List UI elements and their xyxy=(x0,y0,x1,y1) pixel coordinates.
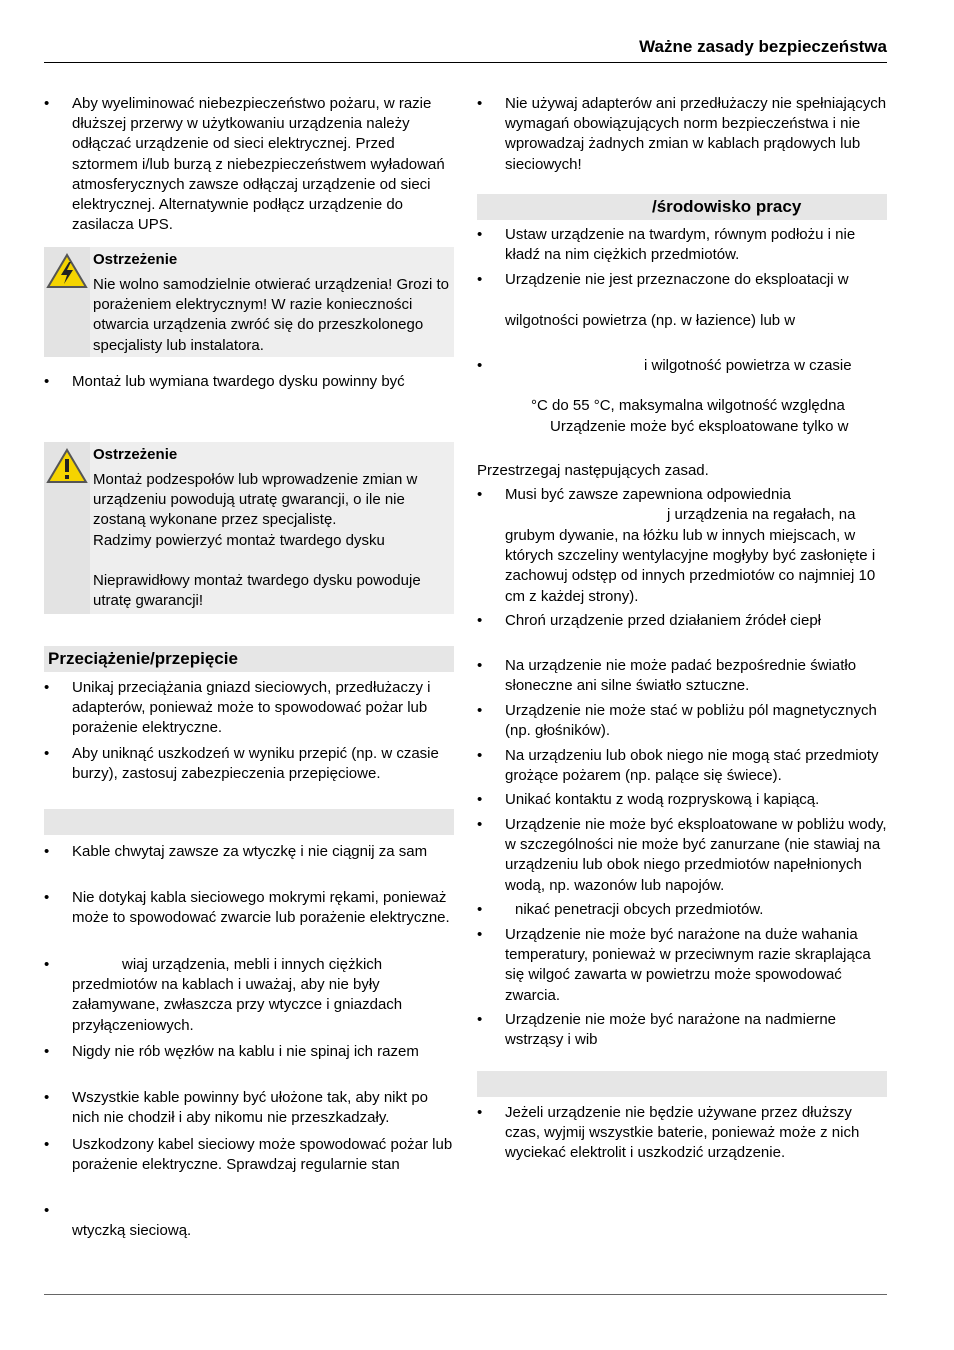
bullet-dot: • xyxy=(44,843,50,860)
list-item xyxy=(44,1088,454,1130)
list-item-text: Montaż lub wymiana twardego dysku powinny być xyxy=(72,373,405,390)
bullet-dot: • xyxy=(477,357,483,374)
list-item-text-line: Musi być zawsze zapewniona odpowiednia xyxy=(505,486,791,503)
bullet-dot: • xyxy=(477,486,483,503)
warning-box-open-device xyxy=(44,247,454,357)
list-item-text: Wszystkie kable powinny być ułożone tak, aby nikt po nich nie chodził i aby nikomu nie przeszkadzały. xyxy=(72,1089,429,1127)
section-heading-batteries xyxy=(477,1071,887,1097)
bullet-dot: • xyxy=(477,226,483,243)
list-item-text: Ustaw urządzenie na twardym, równym podłożu i nie kładź na nim ciężkich przedmiotów. xyxy=(505,226,856,264)
list-item-text: Nie używaj adapterów ani przedłużaczy nie spełniających wymagań obowiązujących norm bezpieczeństwa i nie wprowadzaj żadnych zmian w kablach prądowych lub sieciowych! xyxy=(505,95,887,173)
list-item xyxy=(477,746,887,788)
list-item xyxy=(477,94,887,176)
section-heading-overload xyxy=(44,646,454,672)
bullet-dot: • xyxy=(44,956,50,973)
bullet-dot: • xyxy=(477,1011,483,1028)
list-item-text-line: j urządzenia na regałach, na xyxy=(667,506,856,523)
list-item xyxy=(477,270,887,332)
section-heading-text: /środowisko pracy xyxy=(652,197,802,216)
warning-title: Ostrzeżenie xyxy=(93,446,178,463)
warning-body-para: Nieprawidłowy montaż twardego dysku powoduje utratę gwarancji! xyxy=(93,571,421,610)
list-item-text: Unikaj przeciążania gniazd sieciowych, przedłużaczy i adapterów, ponieważ może to spowodować pożar lub porażenie elektryczne. xyxy=(72,679,431,737)
list-item-text-line: °C do 55 °C, maksymalna wilgotność względna xyxy=(531,397,845,414)
list-item-text: grubym dywanie, na łóżku lub w innych miejscach, w których szczeliny wentylacyjne mogłyby być zasłonięte i zachowuj odstęp od innych przedmiotów co najmniej 10 cm z każdej strony). xyxy=(505,527,876,605)
list-item-text: Aby uniknąć uszkodzeń w wyniku przepić (np. w czasie burzy), zastosuj zabezpieczenia przepięciowe. xyxy=(72,745,439,783)
list-item xyxy=(44,1042,454,1064)
bullet-dot: • xyxy=(477,1104,483,1121)
list-item xyxy=(477,656,887,698)
list-item xyxy=(44,842,454,864)
bullet-dot: • xyxy=(44,889,50,906)
list-item-text: Urządzenie nie może być narażone na nadmierne wstrząsy i wib xyxy=(505,1011,837,1049)
list-item-text: Urządzenie nie może być narażone na duże wahania temperatury, ponieważ w przeciwnym razie skraplająca się wilgoć zawarta w powietrzu może spowodować zwarcia. xyxy=(505,926,871,1004)
bullet-dot: • xyxy=(477,657,483,674)
list-item-text-line: Urządzenie nie jest przeznaczone do eksploatacji w xyxy=(505,271,849,288)
bullet-dot: • xyxy=(44,1136,50,1153)
list-item xyxy=(477,356,887,438)
section-heading-cables xyxy=(44,809,454,835)
list-item xyxy=(477,1103,887,1165)
page-header-title: Ważne zasady bezpieczeństwa xyxy=(639,37,887,56)
bullet-dot: • xyxy=(477,747,483,764)
list-item-text: Nigdy nie rób węzłów na kablu i nie spinaj ich razem xyxy=(72,1043,419,1060)
list-item xyxy=(44,372,454,394)
list-item xyxy=(477,701,887,743)
warning-body-para: Montaż podzespołów lub wprowadzenie zmian w urządzeniu powodują utratę gwarancji, o ile nie zostaną wykonane przez specjalistę. xyxy=(93,471,418,529)
list-item-text: wtyczką sieciową. xyxy=(72,1222,192,1239)
bullet-dot: • xyxy=(44,1043,50,1060)
footer-rule xyxy=(44,1294,887,1295)
list-item xyxy=(44,744,454,786)
list-item-text: Na urządzeniu lub obok niego nie mogą stać przedmioty grożące pożarem (np. palące się świece). xyxy=(505,747,879,785)
warning-body xyxy=(93,470,449,611)
bullet-dot: • xyxy=(44,373,50,390)
bullet-dot: • xyxy=(44,1089,50,1106)
warning-body-para: Radzimy powierzyć montaż twardego dysku xyxy=(93,531,385,549)
list-item xyxy=(477,1010,887,1052)
bullet-dot: • xyxy=(477,791,483,808)
bullet-dot: • xyxy=(44,679,50,696)
paragraph: Przestrzegaj następujących zasad. xyxy=(477,462,709,479)
warning-body: Nie wolno samodzielnie otwierać urządzenia! Grozi to porażeniem elektrycznym! W razie konieczności otwarcia urządzenia zwróć się do przeszkolonego specjalisty lub instalatora. xyxy=(93,276,450,354)
list-item xyxy=(477,485,887,607)
list-item xyxy=(44,1201,454,1243)
list-item xyxy=(44,678,454,740)
list-item-text: Kable chwytaj zawsze za wtyczkę i nie ciągnij za sam xyxy=(72,843,428,860)
bullet-dot: • xyxy=(477,702,483,719)
list-item-text-line: przedmiotów na kablach i uważaj, aby nie były załamywane, zwłaszcza przy wtyczce i gniazdach przyłączeniowych. xyxy=(72,976,403,1034)
list-item xyxy=(477,815,887,897)
bullet-dot: • xyxy=(477,271,483,288)
warning-box-hdd xyxy=(44,442,454,614)
bullet-dot: • xyxy=(44,1202,50,1219)
list-item-text: Chroń urządzenie przed działaniem źródeł ciepł xyxy=(505,612,822,629)
list-item-text xyxy=(72,955,454,1036)
list-item-text: Urządzenie nie może stać w pobliżu pól magnetycznych (np. głośników). xyxy=(505,702,877,740)
list-item-text-line: Urządzenie może być eksploatowane tylko w xyxy=(550,418,849,435)
bullet-dot: • xyxy=(44,745,50,762)
list-item-text: Na urządzenie nie może padać bezpośrednie światło słoneczne ani silne światło sztuczne. xyxy=(505,657,857,695)
bullet-dot: • xyxy=(477,816,483,833)
list-item xyxy=(477,225,887,267)
list-item xyxy=(44,955,454,1037)
header-rule xyxy=(44,62,887,63)
list-item xyxy=(44,888,454,950)
list-item xyxy=(44,1135,454,1177)
list-item xyxy=(477,925,887,1007)
bullet-dot: • xyxy=(44,95,50,112)
section-heading-text: Przeciążenie/przepięcie xyxy=(48,649,238,668)
list-item-text: Nie dotykaj kabla sieciowego mokrymi rękami, ponieważ może to spowodować zwarcie lub porażenie elektryczne. xyxy=(72,889,450,927)
list-item-text: Urządzenie nie może być eksploatowane w pobliżu wody, w szczególności nie może być zanurzane (nie stawiaj na urządzeniu lub obok niego przedmiotów napełnionych wodą, np. wazonów lub napojów. xyxy=(505,816,887,894)
section-heading-environment xyxy=(477,194,887,220)
electric-hazard-icon xyxy=(46,253,88,289)
exclamation-warning-icon xyxy=(46,448,88,484)
list-item xyxy=(44,94,454,236)
bullet-dot: • xyxy=(477,612,483,629)
list-item-text: Uszkodzony kabel sieciowy może spowodować pożar lub porażenie elektryczne. Sprawdzaj regularnie stan xyxy=(72,1136,453,1174)
list-item-text: nikać penetracji obcych przedmiotów. xyxy=(515,901,764,918)
warning-title: Ostrzeżenie xyxy=(93,251,178,268)
list-item-text-line: i wilgotność powietrza w czasie xyxy=(644,357,852,374)
list-item xyxy=(477,611,887,633)
bullet-dot: • xyxy=(477,95,483,112)
list-item-text: Unikać kontaktu z wodą rozpryskową i kapiącą. xyxy=(505,791,820,808)
list-item-text-line: wilgotności powietrza (np. w łazience) lub w xyxy=(505,312,796,329)
list-item xyxy=(477,900,887,922)
list-item xyxy=(477,790,887,812)
list-item-text: Jeżeli urządzenie nie będzie używane przez dłuższy czas, wyjmij wszystkie baterie, ponieważ może z nich wyciekać elektrolit i uszkodzić urządzenie. xyxy=(505,1104,860,1162)
warning-icon-cell xyxy=(44,442,90,614)
warning-icon-cell xyxy=(44,247,90,357)
list-item-text-line: wiaj urządzenia, mebli i innych ciężkich xyxy=(122,956,383,973)
bullet-dot: • xyxy=(477,926,483,943)
list-item-text: Aby wyeliminować niebezpieczeństwo pożaru, w razie dłuższej przerwy w użytkowaniu urządzenia należy odłączać urządzenie od sieci elektrycznej. Przed sztormem i/lub burzą z niebezpieczeństwem wyładowań atmosferycznych zawsze odłączaj urządzenie od sieci elektrycznej. Alternatywnie podłącz urządzenie do zasilacza UPS. xyxy=(72,95,445,234)
bullet-dot: • xyxy=(477,901,483,918)
